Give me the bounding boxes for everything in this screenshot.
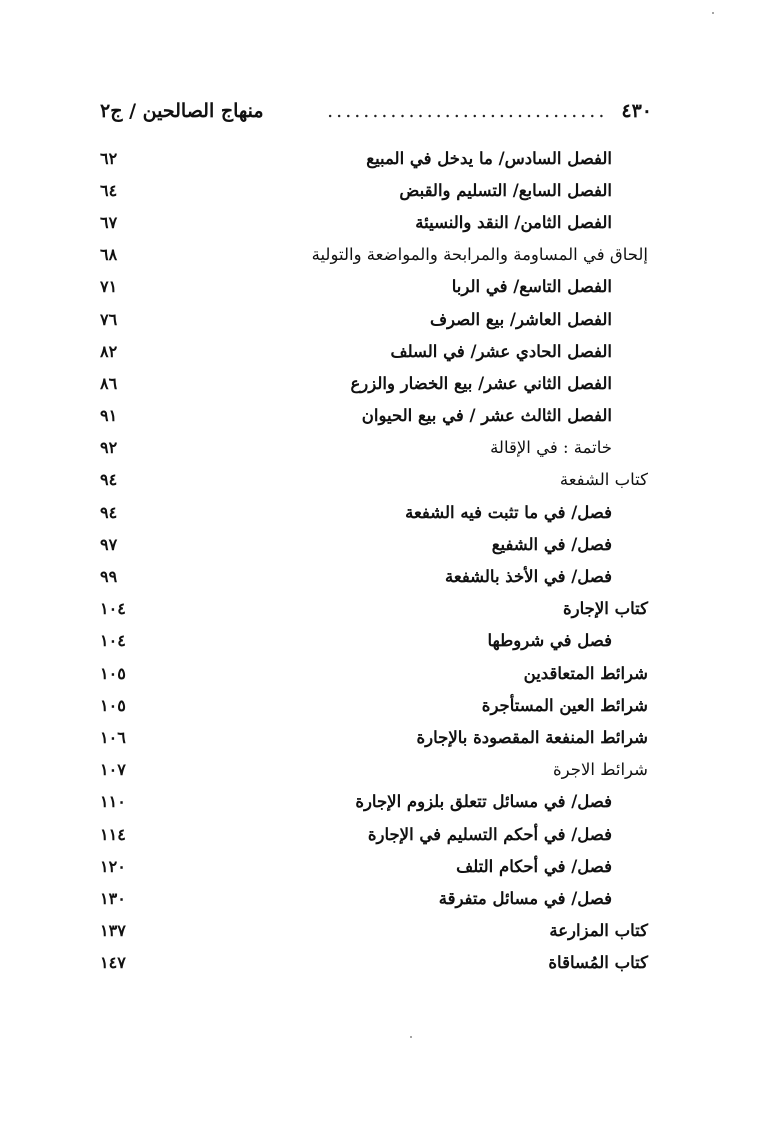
toc-entry: [100, 400, 652, 432]
toc-entry-page-number: ٨٦: [100, 373, 118, 393]
toc-entry: [100, 689, 652, 721]
toc-entry: [100, 142, 652, 174]
toc-entry-page-number: ١٤٧: [100, 953, 126, 973]
toc-entry: [100, 432, 652, 464]
toc-entry-title: فصل في شروطها: [487, 631, 612, 651]
toc-entry: [100, 528, 652, 560]
toc-entry: [100, 206, 652, 238]
toc-entry-page-number: ٦٢: [100, 148, 118, 168]
toc-entry: [100, 818, 652, 850]
table-of-contents: [100, 142, 652, 979]
toc-entry: [100, 174, 652, 206]
scan-speck: [712, 12, 714, 14]
toc-entry-title: فصل/ في أحكم التسليم في الإجارة: [367, 824, 612, 844]
toc-entry-title: الفصل الثاني عشر/ بيع الخضار والزرع: [350, 373, 612, 393]
toc-entry-page-number: ٦٨: [100, 245, 118, 265]
toc-entry: [100, 303, 652, 335]
toc-entry: [100, 754, 652, 786]
toc-entry-page-number: ٧١: [100, 277, 118, 297]
toc-entry: [100, 239, 652, 271]
toc-entry-page-number: ١٠٤: [100, 631, 126, 651]
toc-entry-page-number: ١٢٠: [100, 856, 126, 876]
toc-entry-page-number: ١٠٦: [100, 727, 126, 747]
header-book-title: منهاج الصالحين / ج٢: [100, 100, 264, 122]
toc-entry: [100, 850, 652, 882]
toc-entry-title: الفصل العاشر/ بيع الصرف: [429, 309, 612, 329]
toc-entry-page-number: ٩٩: [100, 567, 118, 587]
toc-entry: [100, 721, 652, 753]
toc-entry-title: الفصل الحادي عشر/ في السلف: [390, 341, 612, 361]
scan-speck: [410, 1036, 412, 1038]
toc-entry-title: الفصل السابع/ التسليم والقبض: [399, 180, 612, 200]
toc-entry-title: إلحاق في المساومة والمرابحة والمواضعة والتولية: [311, 245, 648, 265]
toc-entry-page-number: ٨٢: [100, 341, 118, 361]
toc-entry-page-number: ٩٤: [100, 502, 118, 522]
toc-entry-title: فصل/ في ما تثبت فيه الشفعة: [405, 502, 612, 522]
toc-entry: [100, 464, 652, 496]
toc-entry-title: كتاب المُساقاة: [548, 953, 648, 973]
toc-entry-title: الفصل التاسع/ في الربا: [451, 277, 612, 297]
toc-entry-title: شرائط المنفعة المقصودة بالإجارة: [416, 727, 648, 747]
toc-entry: [100, 593, 652, 625]
toc-entry: [100, 915, 652, 947]
toc-entry: [100, 947, 652, 979]
toc-entry: [100, 335, 652, 367]
toc-entry: [100, 271, 652, 303]
toc-entry-title: خاتمة : في الإقالة: [490, 438, 612, 458]
toc-entry-page-number: ١١٠: [100, 792, 126, 812]
toc-entry-page-number: ٩٢: [100, 438, 118, 458]
toc-entry-title: فصل/ في مسائل متفرقة: [438, 888, 612, 908]
toc-entry: [100, 560, 652, 592]
toc-entry-page-number: ١٠٥: [100, 663, 126, 683]
toc-entry-title: فصل/ في الشفيع: [491, 534, 612, 554]
toc-entry-title: الفصل السادس/ ما يدخل في المبيع: [366, 148, 612, 168]
toc-entry-title: كتاب الشفعة: [559, 470, 648, 490]
toc-entry: [100, 786, 652, 818]
toc-entry: [100, 367, 652, 399]
toc-entry-title: شرائط العين المستأجرة: [481, 695, 648, 715]
toc-entry-title: الفصل الثامن/ النقد والنسيئة: [415, 212, 612, 232]
toc-entry-page-number: ١٠٥: [100, 695, 126, 715]
toc-entry-page-number: ٩٤: [100, 470, 118, 490]
toc-entry-page-number: ٦٤: [100, 180, 118, 200]
toc-entry-title: شرائط المتعاقدين: [523, 663, 648, 683]
toc-entry-title: كتاب المزارعة: [549, 921, 648, 941]
toc-entry-page-number: ٩١: [100, 406, 118, 426]
toc-entry-page-number: ١٣٠: [100, 888, 126, 908]
toc-entry-title: فصل/ في أحكام التلف: [456, 856, 612, 876]
toc-entry: [100, 496, 652, 528]
toc-entry-page-number: ٦٧: [100, 212, 118, 232]
toc-entry-page-number: ١١٤: [100, 824, 126, 844]
toc-entry-page-number: ٩٧: [100, 534, 118, 554]
toc-entry-page-number: ١٠٤: [100, 599, 126, 619]
toc-entry-page-number: ١٣٧: [100, 921, 126, 941]
toc-entry: [100, 625, 652, 657]
running-header: [100, 96, 652, 126]
toc-entry-title: كتاب الإجارة: [563, 599, 648, 619]
toc-entry-page-number: ١٠٧: [100, 760, 126, 780]
toc-entry-page-number: ٧٦: [100, 309, 118, 329]
toc-entry-title: فصل/ في مسائل تتعلق بلزوم الإجارة: [355, 792, 612, 812]
header-page-number: ٤٣٠: [621, 100, 652, 122]
toc-entry: [100, 657, 652, 689]
header-leader-dots: ...............................: [327, 100, 608, 122]
toc-entry: [100, 882, 652, 914]
toc-entry-title: فصل/ في الأخذ بالشفعة: [445, 567, 612, 587]
toc-entry-title: شرائط الاجرة: [553, 760, 648, 780]
toc-entry-title: الفصل الثالث عشر / في بيع الحيوان: [361, 406, 612, 426]
